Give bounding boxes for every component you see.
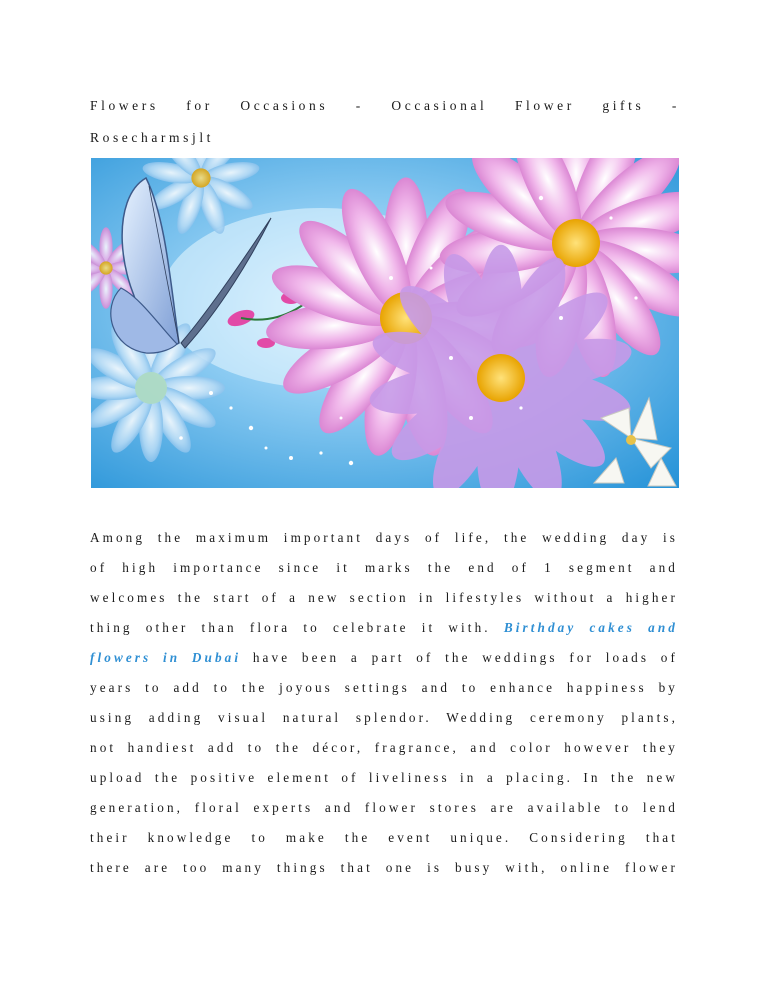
body-line-8: not handiest add to the décor, fragrance, and color however they bbox=[90, 740, 678, 755]
body-line-9: upload the positive element of liveliness in a placing. In the new bbox=[90, 770, 678, 785]
body-line-10: generation, floral experts and flower stores are available to lend bbox=[90, 800, 678, 815]
body-line-6: years to add to the joyous settings and to enhance happiness by bbox=[90, 680, 678, 695]
hero-flower-image bbox=[91, 158, 679, 488]
body-line-4 bbox=[90, 618, 678, 648]
body-line-1: Among the maximum important days of life, the wedding day is bbox=[90, 530, 678, 545]
body-line-11: their knowledge to make the event unique. Considering that bbox=[90, 830, 678, 845]
birthday-cakes-link[interactable]: Birthday cakes and bbox=[503, 620, 678, 635]
body-line-7: using adding visual natural splendor. Wedding ceremony plants, bbox=[90, 710, 678, 725]
flower-butterfly-illustration bbox=[91, 158, 679, 488]
body-line-5 bbox=[90, 648, 678, 678]
document-title-line-2: Rosecharmsjlt bbox=[90, 130, 215, 145]
body-line-5-text: have been a part of the weddings for loads of bbox=[252, 650, 678, 665]
body-line-12: there are too many things that one is busy with, online flower bbox=[90, 860, 678, 875]
body-line-3: welcomes the start of a new section in lifestyles without a higher bbox=[90, 590, 678, 605]
body-line-4-text: thing other than flora to celebrate it with. bbox=[90, 620, 491, 635]
body-line-2: of high importance since it marks the end of 1 segment and bbox=[90, 560, 678, 575]
document-title-line-1: Flowers for Occasions - Occasional Flower gifts - bbox=[90, 98, 680, 113]
flowers-in-dubai-link[interactable]: flowers in Dubai bbox=[90, 650, 242, 665]
article-body bbox=[90, 528, 678, 888]
